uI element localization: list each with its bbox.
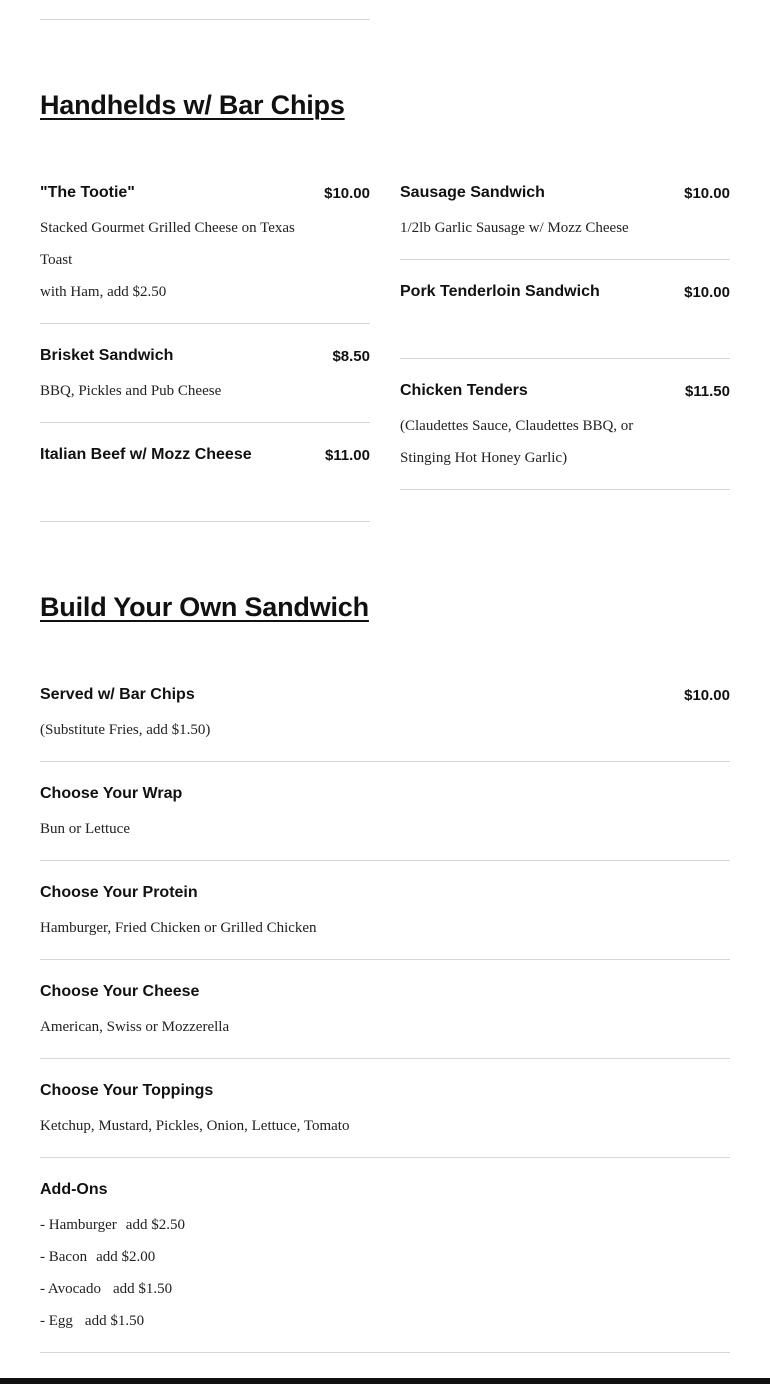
divider — [40, 1157, 730, 1158]
divider — [40, 959, 730, 960]
item-name: Chicken Tenders — [400, 382, 528, 399]
item-price: $10.00 — [684, 185, 730, 202]
divider — [40, 1058, 730, 1059]
item-description: Bun or Lettuce — [40, 821, 130, 837]
addon-price: add $1.50 — [112, 1281, 173, 1297]
addon-price: add $2.00 — [96, 1249, 156, 1265]
item-description: 1/2lb Garlic Sausage w/ Mozz Cheese — [400, 220, 629, 236]
divider — [40, 323, 370, 324]
divider — [400, 489, 730, 490]
item-price: $10.00 — [324, 185, 370, 202]
item-price: $8.50 — [332, 348, 370, 365]
divider — [400, 358, 730, 359]
item-description: with Ham, add $2.50 — [40, 284, 167, 300]
divider — [40, 19, 370, 20]
item-description: Stacked Gourmet Grilled Cheese on Texas — [40, 220, 295, 236]
item-description: Toast — [40, 252, 73, 268]
addon-row — [40, 1273, 172, 1305]
divider — [40, 860, 730, 861]
item-description: American, Swiss or Mozzerella — [40, 1019, 230, 1035]
item-description: Stinging Hot Honey Garlic) — [400, 450, 568, 466]
addon-row — [40, 1241, 155, 1273]
item-price: $10.00 — [684, 687, 730, 704]
item-description: BBQ, Pickles and Pub Cheese — [40, 383, 222, 399]
item-name: Sausage Sandwich — [400, 184, 545, 201]
item-name: Choose Your Protein — [40, 884, 198, 901]
addon-row — [40, 1305, 144, 1337]
item-description: Ketchup, Mustard, Pickles, Onion, Lettuce, Tomato — [40, 1118, 350, 1134]
footer-bar — [0, 1378, 770, 1384]
item-price: $10.00 — [684, 284, 730, 301]
divider — [40, 761, 730, 762]
item-name: Choose Your Cheese — [40, 983, 200, 1000]
item-name: Pork Tenderloin Sandwich — [400, 283, 600, 300]
item-name: "The Tootie" — [40, 184, 135, 201]
item-price: $11.50 — [684, 383, 730, 400]
addon-item: - Egg — [40, 1313, 73, 1329]
addon-item: - Hamburger — [40, 1217, 117, 1233]
divider — [40, 422, 370, 423]
addon-price: add $2.50 — [125, 1217, 185, 1233]
item-name: Choose Your Toppings — [40, 1082, 214, 1099]
item-description: (Substitute Fries, add $1.50) — [40, 722, 211, 738]
item-name: Served w/ Bar Chips — [40, 686, 195, 703]
divider — [400, 259, 730, 260]
item-description: Hamburger, Fried Chicken or Grilled Chicken — [40, 920, 317, 936]
addon-item: - Avocado — [40, 1281, 101, 1297]
item-price: $11.00 — [324, 447, 370, 464]
section-title-handhelds: Handhelds w/ Bar Chips — [40, 90, 345, 120]
item-name: Choose Your Wrap — [40, 785, 183, 802]
item-name: Brisket Sandwich — [40, 347, 174, 364]
section-title-build-your-own: Build Your Own Sandwich — [40, 592, 369, 622]
addon-row — [40, 1209, 185, 1241]
divider — [40, 1352, 730, 1353]
item-name: Italian Beef w/ Mozz Cheese — [40, 446, 252, 463]
addon-price: add $1.50 — [84, 1313, 145, 1329]
addon-item: - Bacon — [40, 1249, 88, 1265]
divider — [40, 521, 370, 522]
item-description: (Claudettes Sauce, Claudettes BBQ, or — [400, 418, 634, 434]
item-name: Add-Ons — [40, 1181, 108, 1198]
